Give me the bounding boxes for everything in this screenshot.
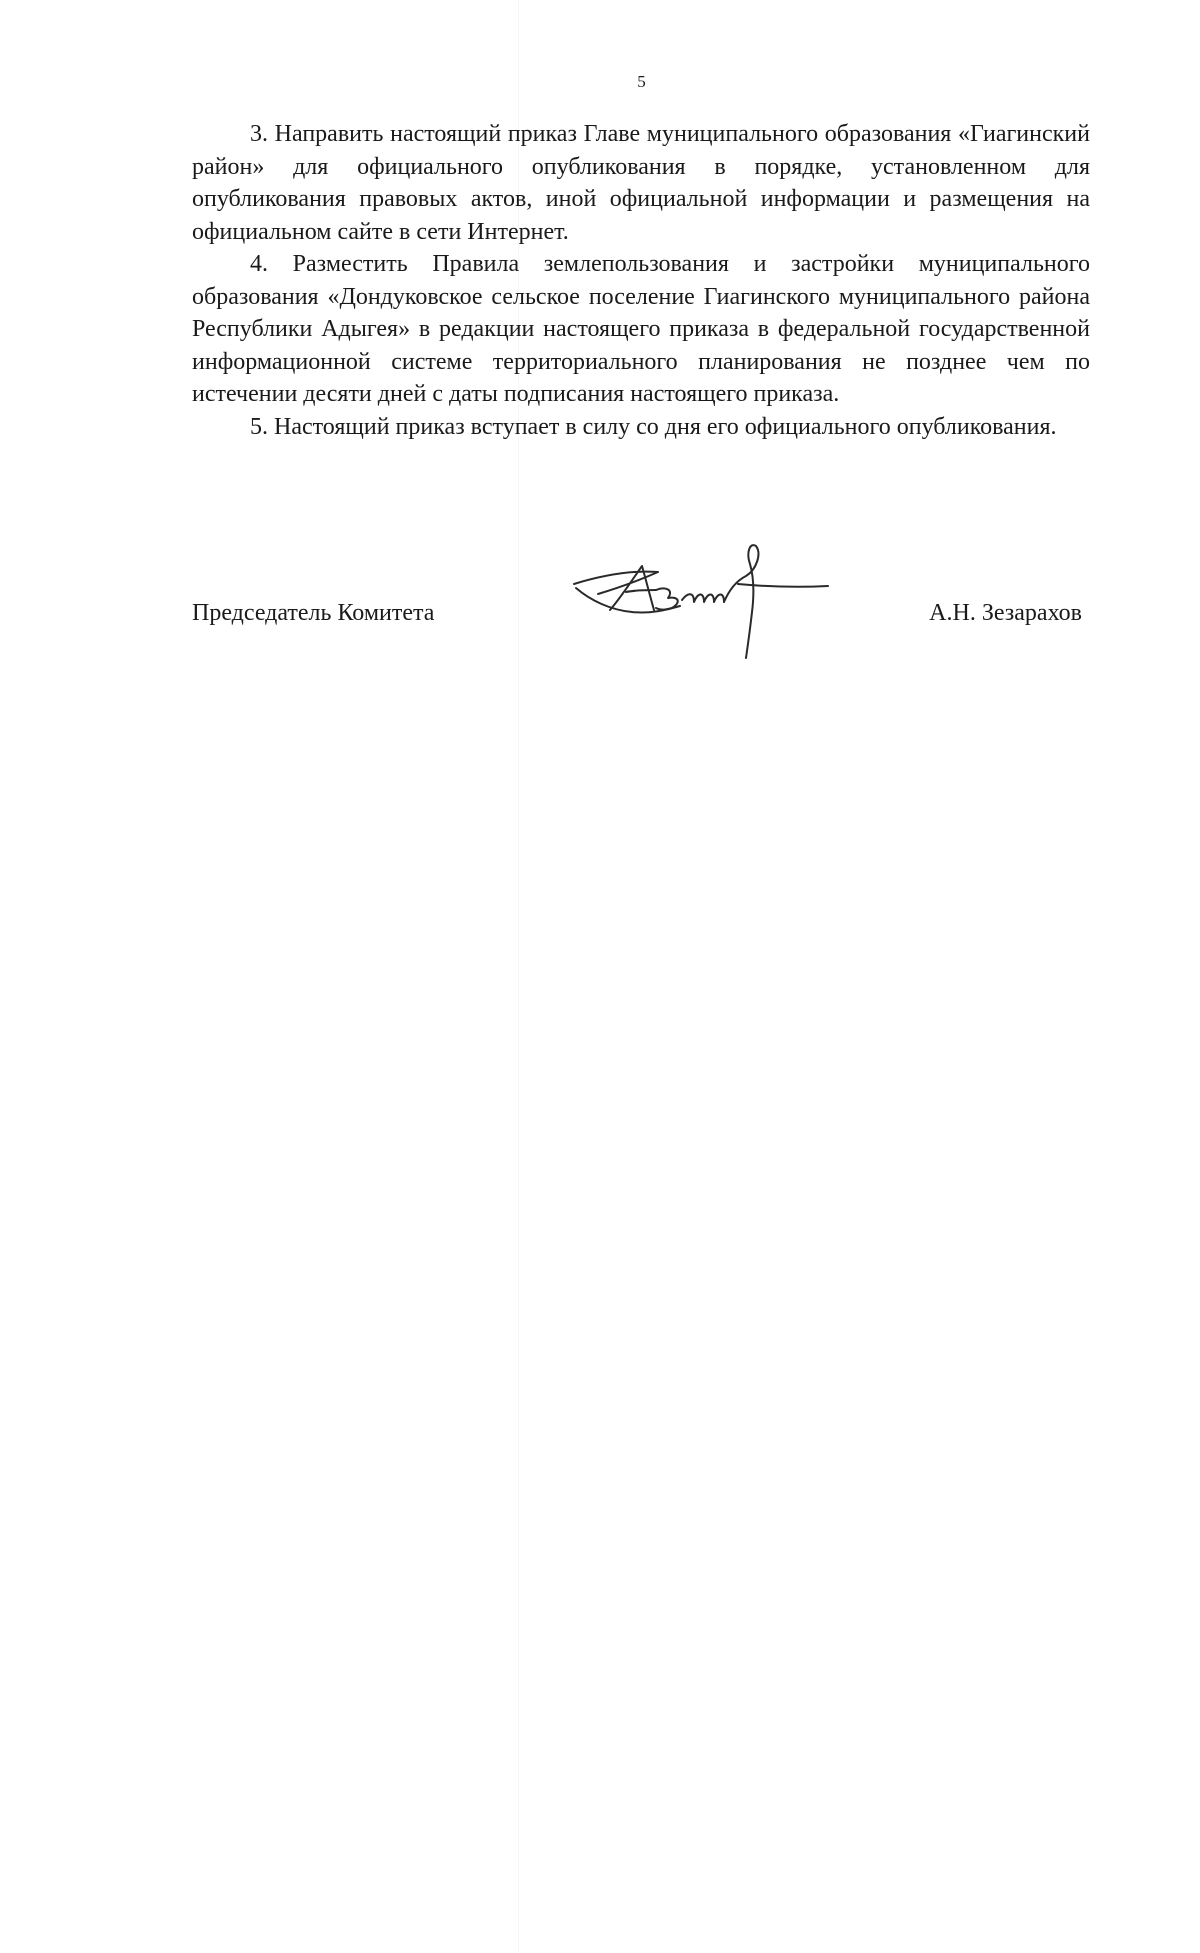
paragraph-5: 5. Настоящий приказ вступает в силу со дня его официального опубликования.	[250, 413, 1057, 440]
paragraph-3: 3. Направить настоящий приказ Главе муниципального образования «Гиагинский район» для официального опубликования в порядке, установленном для опубликования правовых актов, иной официальной информации и размещения на официальном сайте в сети Интернет.	[192, 121, 1090, 245]
handwritten-signature	[570, 540, 830, 670]
document-body	[192, 118, 1090, 443]
page-number: 5	[637, 72, 646, 91]
paragraph-4: 4. Разместить Правила землепользования и застройки муниципального образования «Дондуковское сельское поселение Гиагинского муниципального района Республики Адыгея» в редакции настоящего приказа в федеральной государственной информационной системе территориального планирования не позднее чем по истечении десяти дней с даты подписания настоящего приказа.	[192, 251, 1090, 407]
signatory-title: Председатель Комитета	[192, 600, 435, 626]
signatory-name: А.Н. Зезарахов	[929, 600, 1082, 626]
